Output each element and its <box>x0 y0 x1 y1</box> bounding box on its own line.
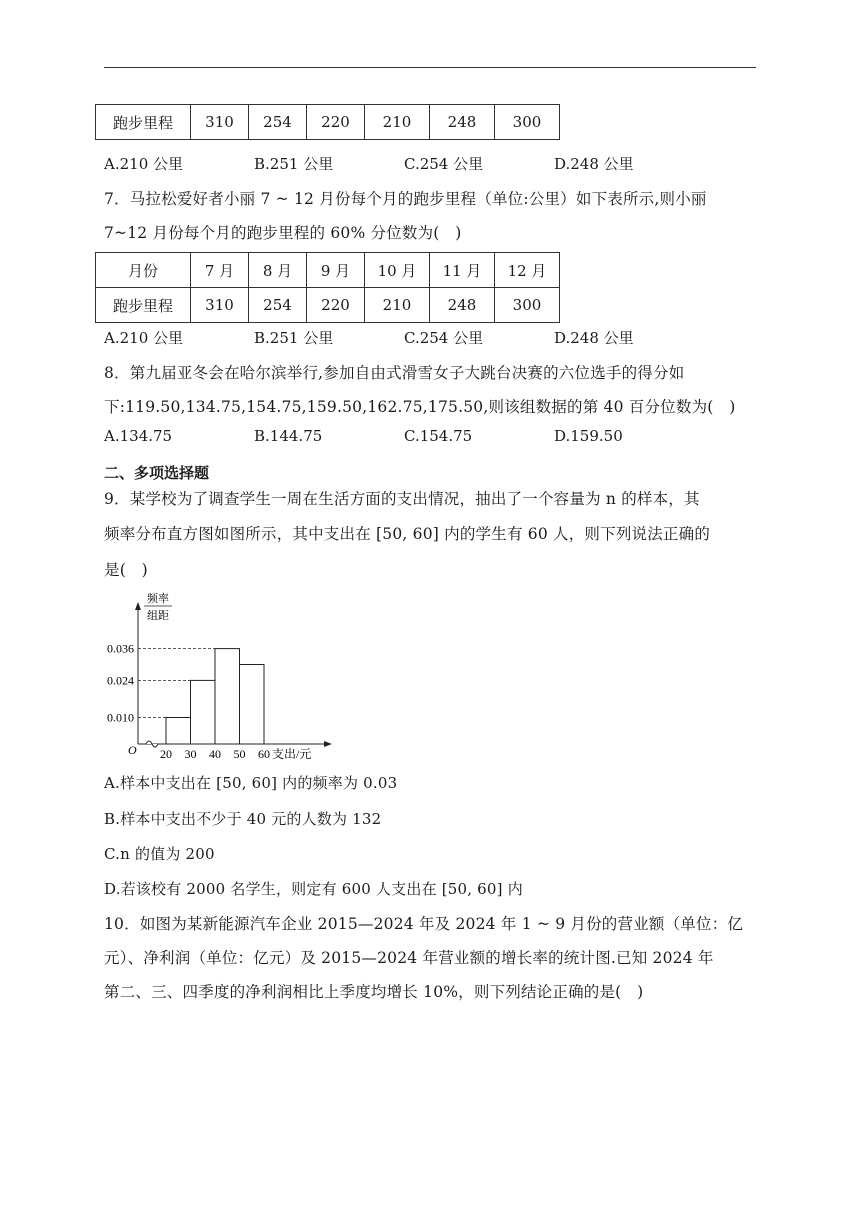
mileage-table-q6 <box>95 104 560 140</box>
q8-option-d: D.159.50 <box>554 427 623 445</box>
y-tick-label: 0.010 <box>107 710 134 725</box>
q9-stem-line3: 是( ) <box>104 561 148 579</box>
table-cell: 210 <box>365 288 430 323</box>
q7-option-d: D.248 公里 <box>554 329 634 347</box>
table-header-cell: 7 月 <box>191 253 249 288</box>
table-cell: 248 <box>430 288 495 323</box>
frequency-histogram <box>96 588 356 764</box>
q8-stem-line2: 下:119.50,134.75,154.75,159.50,162.75,175.50,则该组数据的第 40 百分位数为( ) <box>104 398 736 416</box>
q8-option-a: A.134.75 <box>104 427 173 445</box>
q9-option-b: B.样本中支出不少于 40 元的人数为 132 <box>104 810 382 828</box>
table-row <box>96 288 560 323</box>
q10-stem-line1: 10．如图为某新能源汽车企业 2015—2024 年及 2024 年 1 ~ 9 月份的营业额（单位：亿 <box>104 915 744 933</box>
q6-option-b: B.251 公里 <box>254 155 334 173</box>
table-header-cell: 8 月 <box>249 253 307 288</box>
header-rule <box>104 67 756 68</box>
histogram-bar <box>166 718 191 745</box>
table-cell: 220 <box>307 105 365 140</box>
q10-stem-line2: 元）、净利润（单位：亿元）及 2015—2024 年营业额的增长率的统计图.已知 2024 年 <box>104 949 714 967</box>
q6-option-d: D.248 公里 <box>554 155 634 173</box>
x-tick-label: 30 <box>184 747 197 761</box>
y-tick-label: 0.024 <box>107 673 134 688</box>
table-cell: 跑步里程 <box>96 288 191 323</box>
q9-option-c: C.n 的值为 200 <box>104 845 215 863</box>
table-cell: 254 <box>249 288 307 323</box>
q7-stem-line1: 7．马拉松爱好者小丽 7 ~ 12 月份每个月的跑步里程（单位:公里）如下表所示,则小丽 <box>104 190 707 208</box>
q6-option-c: C.254 公里 <box>404 155 484 173</box>
table-cell: 310 <box>191 105 249 140</box>
x-tick-label: 60 <box>258 747 270 761</box>
mileage-table-q7 <box>95 252 560 323</box>
q7-option-c: C.254 公里 <box>404 329 484 347</box>
q8-option-c: C.154.75 <box>404 427 473 445</box>
table-cell: 210 <box>365 105 430 140</box>
q7-stem-line2: 7~12 月份每个月的跑步里程的 60% 分位数为( ) <box>104 224 462 242</box>
table-cell: 220 <box>307 288 365 323</box>
y-axis-label-bottom: 组距 <box>147 610 169 622</box>
y-axis-label-top: 频率 <box>147 593 169 605</box>
q7-option-a: A.210 公里 <box>104 329 183 347</box>
histogram-bar <box>191 680 216 744</box>
q9-option-a: A.样本中支出在 [50, 60] 内的频率为 0.03 <box>104 774 398 792</box>
histogram-bar <box>215 649 240 744</box>
q9-option-d: D.若该校有 2000 名学生，则定有 600 人支出在 [50, 60] 内 <box>104 880 523 898</box>
table-cell: 310 <box>191 288 249 323</box>
table-cell: 跑步里程 <box>96 105 191 140</box>
x-tick-label: 20 <box>160 747 172 761</box>
table-cell: 300 <box>495 288 560 323</box>
q8-option-b: B.144.75 <box>254 427 323 445</box>
y-axis-arrow <box>135 602 141 610</box>
axis-break-mark <box>146 741 158 747</box>
x-axis-arrow <box>324 741 332 747</box>
table-header-cell: 月份 <box>96 253 191 288</box>
table-header-cell: 9 月 <box>307 253 365 288</box>
table-row <box>96 253 560 288</box>
table-header-cell: 10 月 <box>365 253 430 288</box>
q10-stem-line3: 第二、三、四季度的净利润相比上季度均增长 10%，则下列结论正确的是( ) <box>104 983 644 1001</box>
table-row <box>96 105 560 140</box>
x-tick-label: 40 <box>209 747 221 761</box>
section-title: 二、多项选择题 <box>104 464 210 482</box>
x-tick-label: 50 <box>233 747 246 761</box>
x-axis-label: 支出/元 <box>272 747 312 761</box>
q9-stem-line2: 频率分布直方图如图所示，其中支出在 [50, 60] 内的学生有 60 人，则下列说法正确的 <box>104 525 711 543</box>
q6-option-a: A.210 公里 <box>104 155 183 173</box>
origin-label: O <box>128 743 137 757</box>
y-tick-label: 0.036 <box>107 641 134 656</box>
table-header-cell: 11 月 <box>430 253 495 288</box>
table-cell: 300 <box>495 105 560 140</box>
q9-stem-line1: 9．某学校为了调查学生一周在生活方面的支出情况，抽出了一个容量为 n 的样本，其 <box>104 490 700 508</box>
table-header-cell: 12 月 <box>495 253 560 288</box>
q7-option-b: B.251 公里 <box>254 329 334 347</box>
histogram-bar <box>240 665 265 745</box>
q8-stem-line1: 8．第九届亚冬会在哈尔滨举行,参加自由式滑雪女子大跳台决赛的六位选手的得分如 <box>104 364 685 382</box>
table-cell: 248 <box>430 105 495 140</box>
table-cell: 254 <box>249 105 307 140</box>
